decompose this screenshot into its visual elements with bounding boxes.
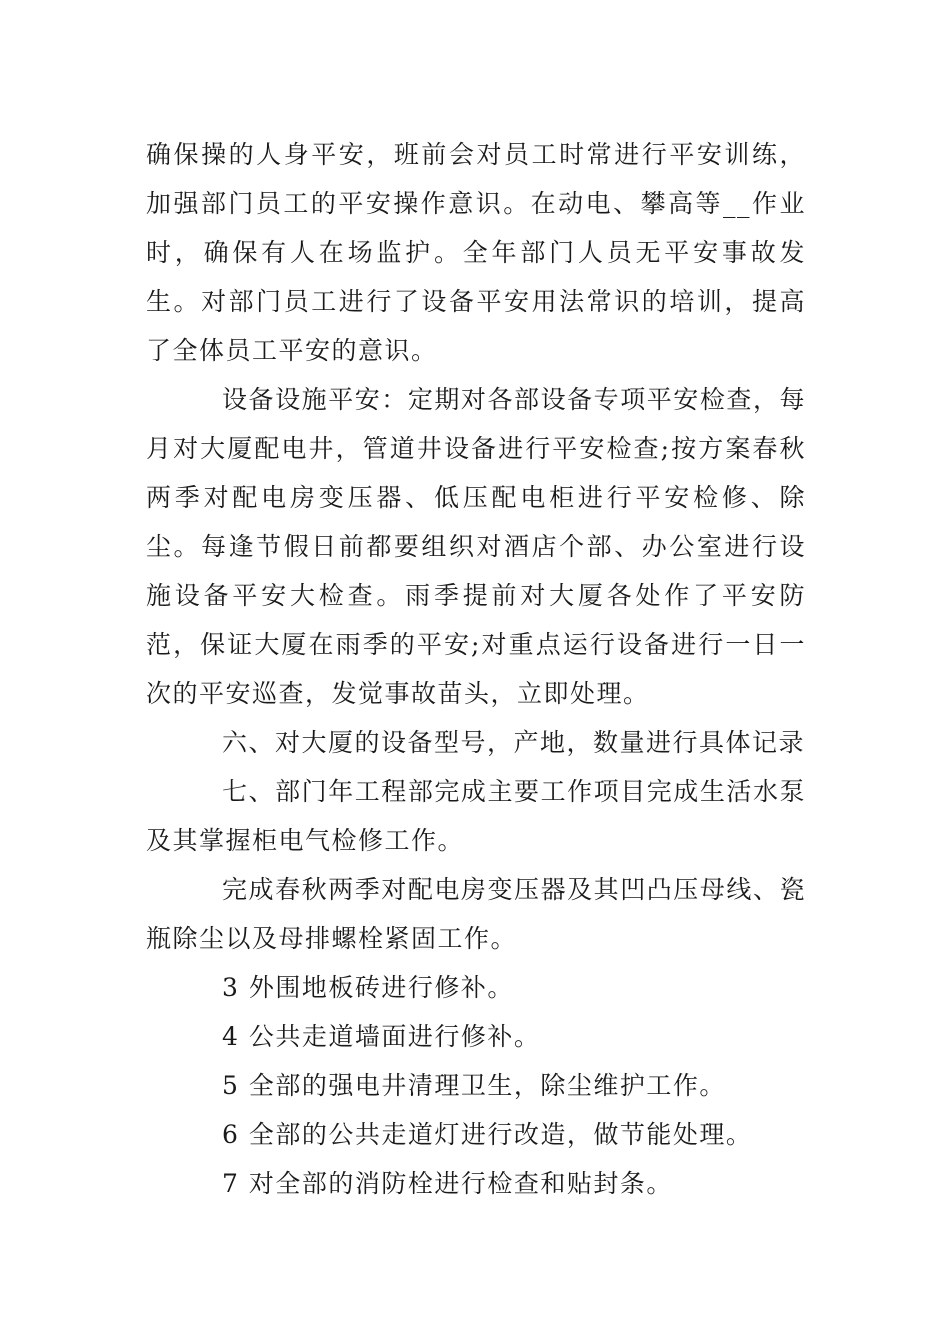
list-item-corridor-lights: 6 全部的公共走道灯进行改造，做节能处理。 (222, 1120, 753, 1149)
document-body (146, 130, 806, 1208)
list-item-electrical-shaft: 5 全部的强电井清理卫生，除尘维护工作。 (222, 1071, 726, 1100)
paragraph-transformer-maintenance: 完成春秋两季对配电房变压器及其凹凸压母线、瓷瓶除尘以及母排螺栓紧固工作。 (146, 875, 806, 953)
list-item-corridor-walls: 4 公共走道墙面进行修补。 (222, 1022, 541, 1051)
list-item-floor-tiles: 3 外围地板砖进行修补。 (222, 973, 514, 1002)
paragraph-section-six: 六、对大厦的设备型号，产地，数量进行具体记录 (222, 728, 806, 757)
list-item-fire-hydrants: 7 对全部的消防栓进行检查和贴封条。 (222, 1169, 673, 1198)
paragraph-equipment-safety: 设备设施平安：定期对各部设备专项平安检查，每月对大厦配电井，管道井设备进行平安检查;按方案春秋两季对配电房变压器、低压配电柜进行平安检修、除尘。每逢节假日前都要组织对酒店个部、办公室进行设施设备平安大检查。雨季提前对大厦各处作了平安防范，保证大厦在雨季的平安;对重点运行设备进行一日一次的平安巡查，发觉事故苗头，立即处理。 (146, 385, 806, 708)
paragraph-safety-training: 确保操的人身平安，班前会对员工时常进行平安训练，加强部门员工的平安操作意识。在动电、攀高等__作业时，确保有人在场监护。全年部门人员无平安事故发生。对部门员工进行了设备平安用法常识的培训，提高了全体员工平安的意识。 (146, 140, 806, 365)
paragraph-section-seven: 七、部门年工程部完成主要工作项目完成生活水泵及其掌握柜电气检修工作。 (146, 777, 806, 855)
